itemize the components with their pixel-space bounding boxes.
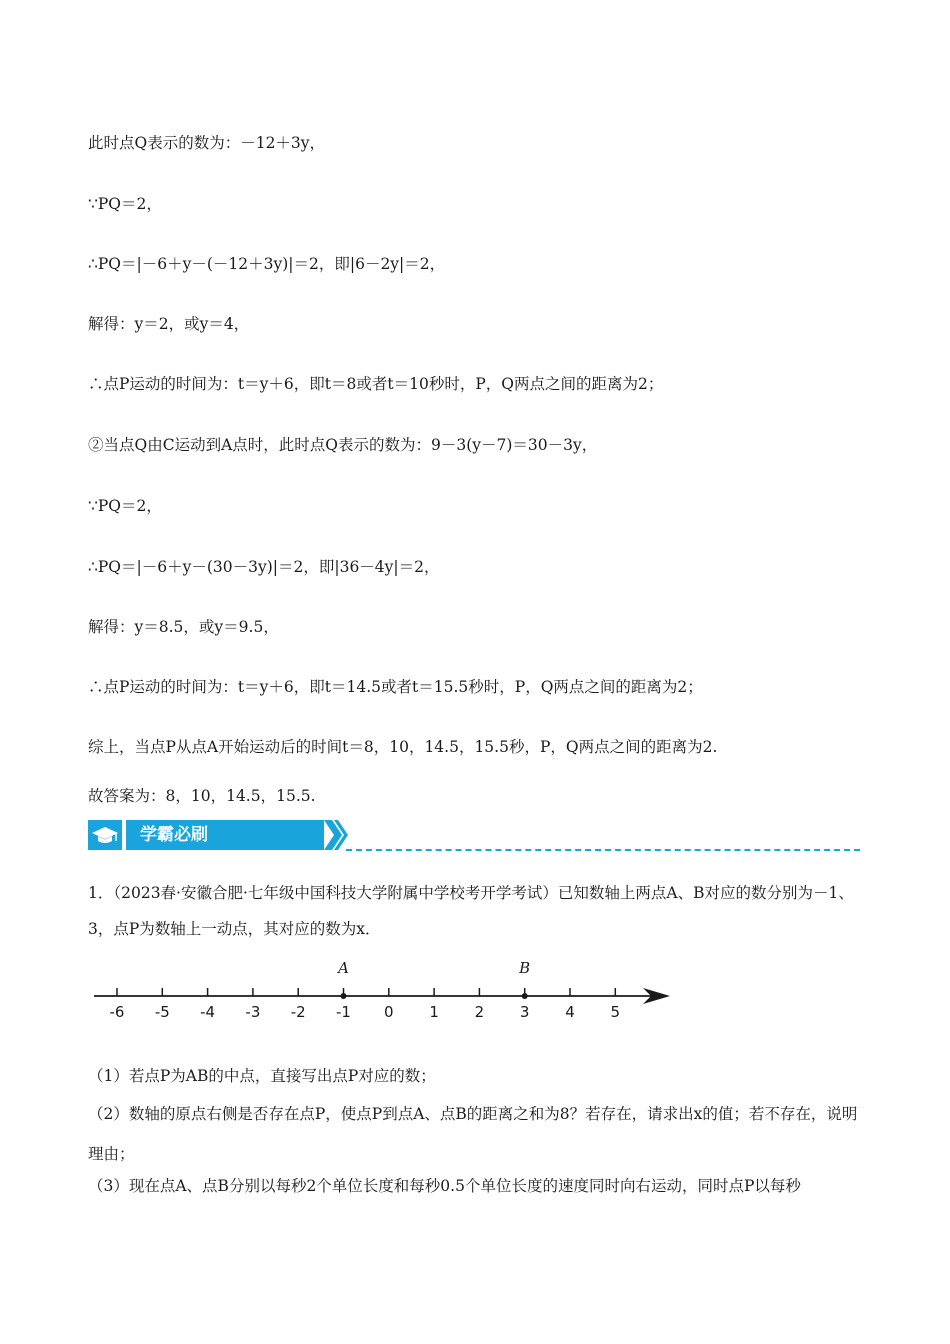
solution-line-9: 解得：y＝8.5，或y＝9.5， xyxy=(88,618,279,636)
tick-label: 2 xyxy=(474,1003,485,1021)
point-b-marker xyxy=(522,993,528,999)
problem-intro: 1．（2023春·安徽合肥·七年级中国科技大学附属中学校考开学考试）已知数轴上两点A、B对应的数分别为－1、3，点P为数轴上一动点，其对应的数为x． xyxy=(88,884,854,938)
question-3: （3）现在点A、点B分别以每秒2个单位长度和每秒0.5个单位长度的速度同时向右运动，同时点P以每秒 xyxy=(88,1177,801,1195)
solution-line-1: 此时点Q表示的数为：－12＋3y， xyxy=(88,134,326,152)
solution-line-8: ∴PQ＝|－6＋y－(30－3y)|＝2，即|36－4y|＝2， xyxy=(88,558,440,576)
tick-label: -6 xyxy=(109,1003,125,1021)
tick-label: -4 xyxy=(200,1003,216,1021)
tick-label: 4 xyxy=(565,1003,575,1021)
point-a-label: A xyxy=(338,959,349,977)
solution-line-6: ②当点Q由C运动到A点时，此时点Q表示的数为：9－3(y－7)＝30－3y， xyxy=(88,436,598,454)
question-1: （1）若点P为AB的中点，直接写出点P对应的数； xyxy=(88,1067,436,1085)
point-b-label: B xyxy=(519,959,531,977)
solution-line-5: ∴点P运动的时间为：t＝y＋6，即t＝8或者t＝10秒时，P，Q两点之间的距离为2； xyxy=(88,375,664,393)
section-banner xyxy=(88,818,860,852)
number-line xyxy=(88,955,688,1035)
tick-label: 1 xyxy=(429,1003,439,1021)
tick-label: -5 xyxy=(154,1003,170,1021)
solution-line-12: 故答案为：8，10，14.5，15.5. xyxy=(88,787,316,805)
tick-label: 0 xyxy=(384,1003,394,1021)
graduation-cap-icon xyxy=(88,820,122,850)
banner-divider xyxy=(346,849,860,851)
tick-label: 5 xyxy=(610,1003,621,1021)
chevron-right-icon xyxy=(324,820,348,850)
tick-label: -1 xyxy=(336,1003,351,1021)
tick-label: 3 xyxy=(519,1003,530,1021)
solution-line-4: 解得：y＝2，或y＝4， xyxy=(88,315,250,333)
banner-title: 学霸必刷 xyxy=(126,820,324,850)
solution-line-7: ∵PQ＝2， xyxy=(88,497,162,515)
tick-label: -3 xyxy=(245,1003,261,1021)
point-a-marker xyxy=(341,993,347,999)
tick-label: -2 xyxy=(290,1003,306,1021)
question-2: （2）数轴的原点右侧是否存在点P，使点P到点A、点B的距离之和为8？若存在，请求出x的值；若不存在，说明理由； xyxy=(88,1105,858,1163)
solution-line-2: ∵PQ＝2， xyxy=(88,195,162,213)
solution-line-11: 综上，当点P从点A开始运动后的时间t＝8，10，14.5，15.5秒，P，Q两点之间的距离为2. xyxy=(88,738,718,756)
solution-line-10: ∴点P运动的时间为：t＝y＋6，即t＝14.5或者t＝15.5秒时，P，Q两点之间的距离为2； xyxy=(88,678,703,696)
solution-line-3: ∴PQ＝|－6＋y－(－12＋3y)|＝2，即|6－2y|＝2， xyxy=(88,255,446,273)
